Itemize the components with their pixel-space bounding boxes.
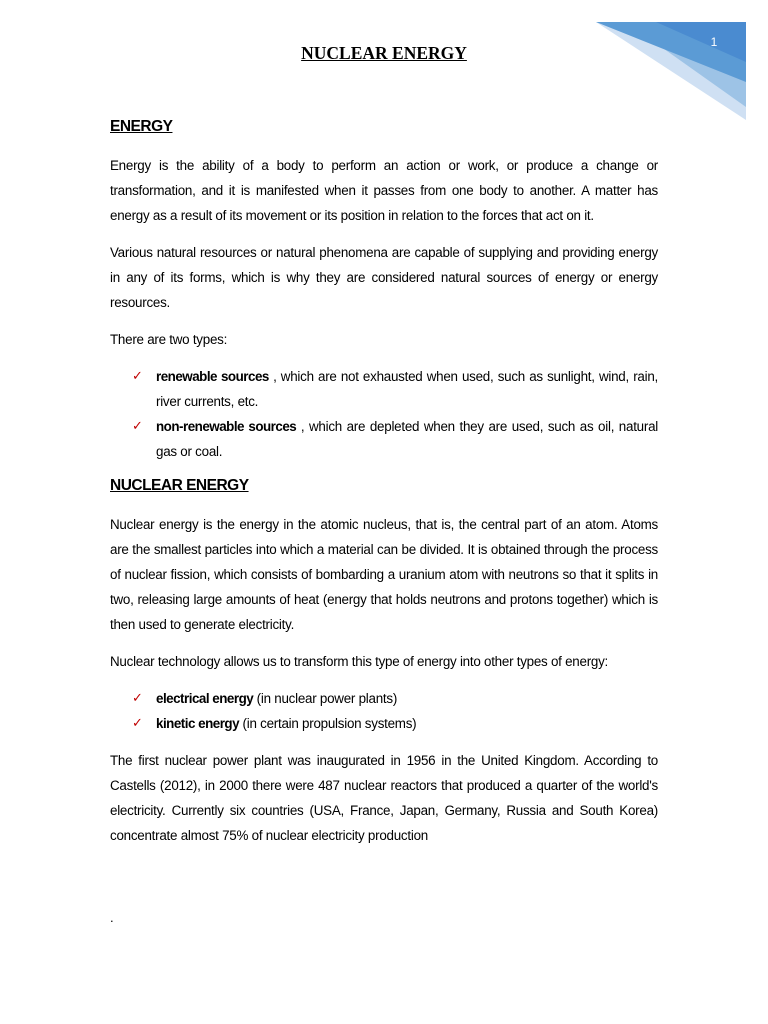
list-item-term: kinetic energy: [156, 716, 240, 731]
energy-types-list: [110, 364, 658, 464]
checkmark-icon: ✓: [132, 369, 143, 384]
paragraph-types-intro: There are two types:: [110, 332, 228, 347]
list-item-term: non-renewable sources: [156, 419, 297, 434]
list-item: [110, 364, 658, 414]
paragraph: Nuclear energy is the energy in the atomic nucleus, that is, the central part of an atom. Atoms are the smallest particles into which a material can be divided. It is obtained through the process of nuclear fission, which consists of bombarding a uranium atom with neutrons so that it splits in two, releasing large amounts of heat (energy that holds neutrons and protons together) which is then used to generate electricity.: [110, 517, 658, 632]
list-item: [110, 414, 658, 464]
paragraph: Energy is the ability of a body to perform an action or work, or produce a change or transformation, and it is manifested when it passes from one body to another. A matter has energy as a result of its movement or its position in relation to the forces that act on it.: [110, 158, 658, 223]
list-item: [110, 686, 658, 711]
checkmark-icon: ✓: [132, 691, 143, 706]
paragraph: Nuclear technology allows us to transform this type of energy into other types of energy:: [110, 654, 609, 669]
page-number: 1: [710, 35, 718, 49]
corner-decoration: [596, 22, 746, 122]
trailing-mark: .: [110, 910, 114, 925]
section-heading-nuclear-energy: NUCLEAR ENERGY: [110, 477, 249, 494]
list-item: [110, 711, 658, 736]
list-item-text: , which are depleted when they are used, such as oil, natural gas or coal.: [156, 419, 658, 459]
list-item-text: , which are not exhausted when used, such as sunlight, wind, rain, river currents, etc.: [156, 369, 658, 409]
list-item-text: (in certain propulsion systems): [239, 716, 417, 731]
paragraph: The first nuclear power plant was inaugurated in 1956 in the United Kingdom. According to Castells (2012), in 2000 there were 487 nuclear reactors that produced a quarter of the world's electricity. Currently six countries (USA, France, Japan, Germany, Russia and South Korea) concentrate almost 75% of nuclear electricity production: [110, 753, 658, 843]
section-heading-energy: ENERGY: [110, 118, 173, 135]
document-title: NUCLEAR ENERGY: [301, 43, 467, 63]
list-item-text: (in nuclear power plants): [253, 691, 398, 706]
document-body: [110, 117, 658, 860]
list-item-term: electrical energy: [156, 691, 254, 706]
checkmark-icon: ✓: [132, 419, 143, 434]
paragraph: Various natural resources or natural phenomena are capable of supplying and providing energy in any of its forms, which is why they are considered natural sources of energy or energy resources.: [110, 245, 658, 310]
energy-forms-list: [110, 686, 658, 736]
list-item-term: renewable sources: [156, 369, 269, 384]
checkmark-icon: ✓: [132, 716, 143, 731]
